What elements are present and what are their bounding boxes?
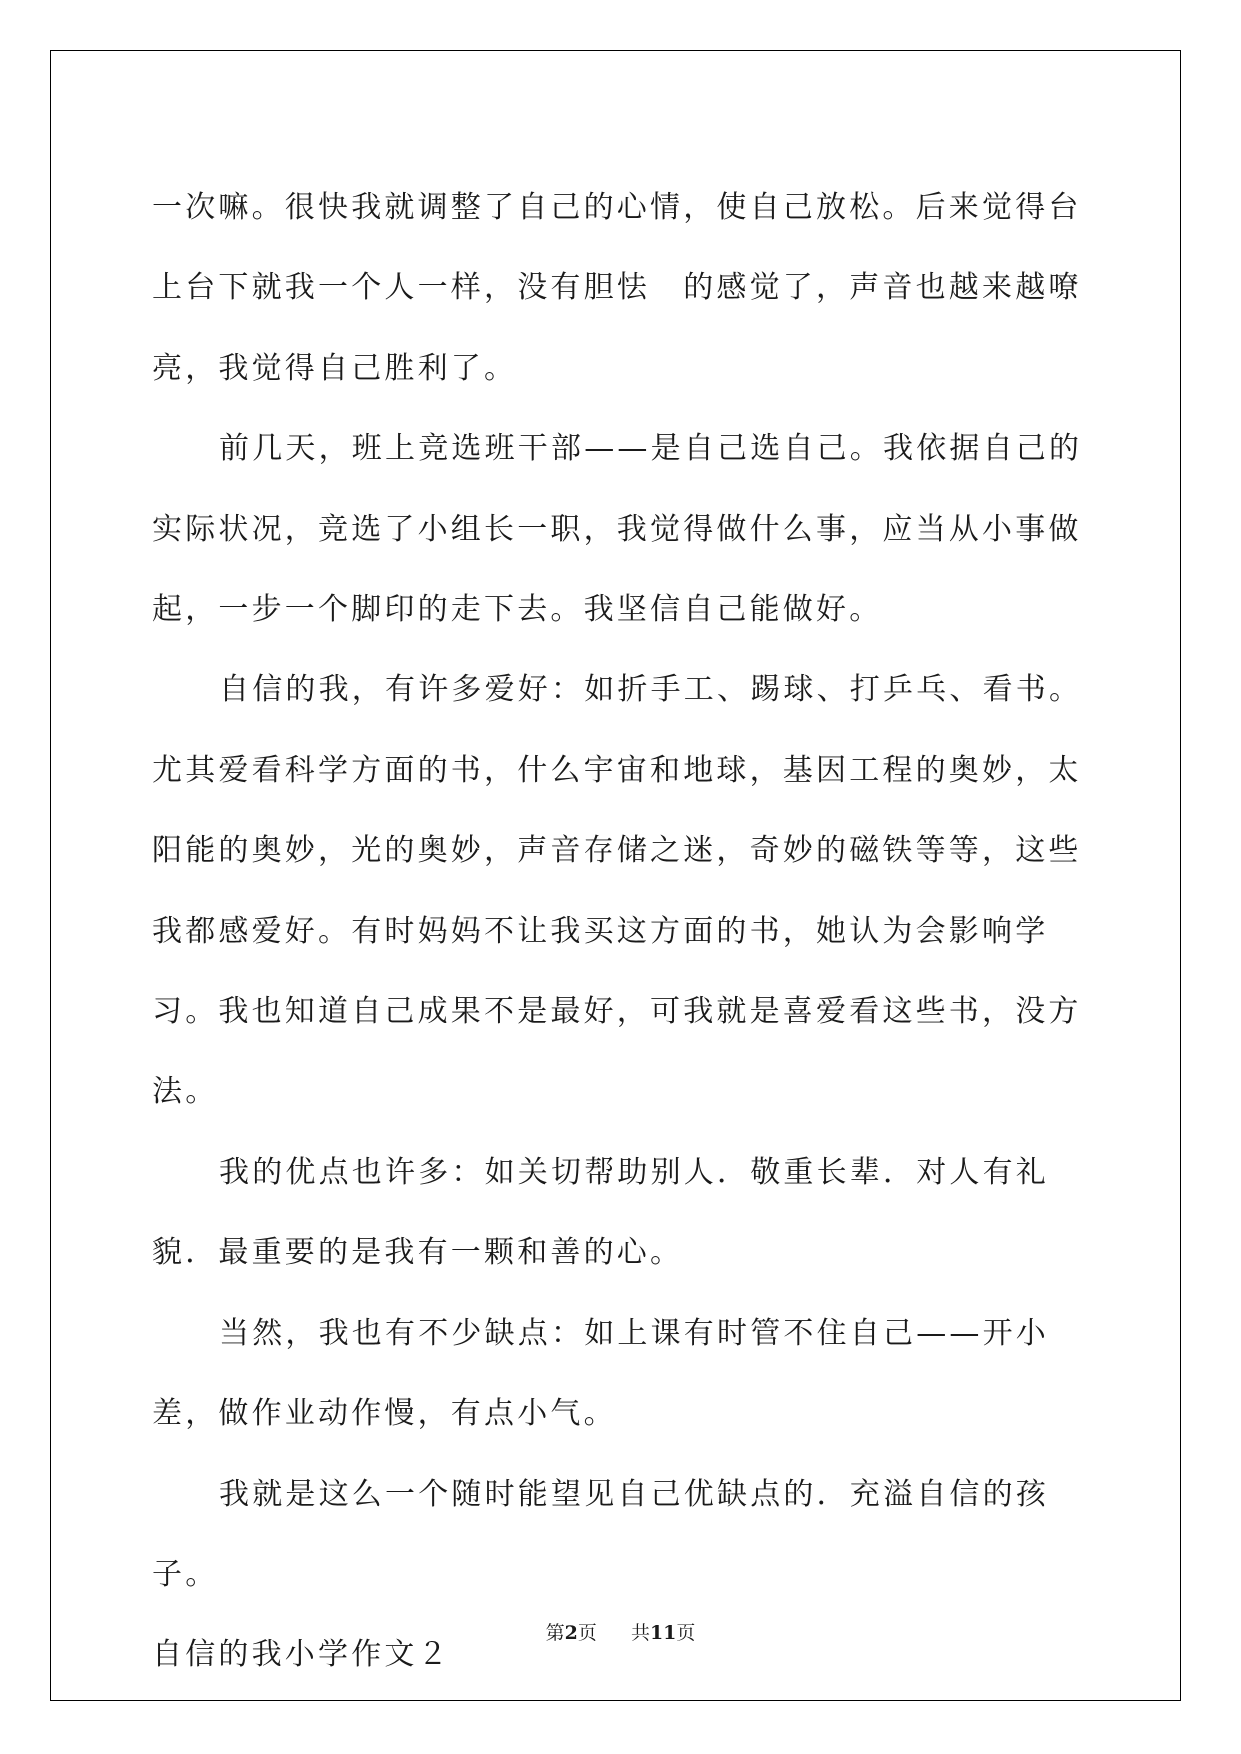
total-page-count: 11: [649, 1622, 677, 1644]
document-body: [152, 168, 1092, 1696]
page-footer: [0, 1621, 1241, 1645]
total-pages-label: 共11页: [630, 1622, 696, 1644]
paragraph: 我就是这么一个随时能望见自己优缺点的．充溢自信的孩子。: [152, 1476, 1049, 1592]
current-page-number: 2: [564, 1622, 578, 1644]
paragraph: 自信的我，有许多爱好：如折手工、踢球、打乒乓、看书。尤其爱看科学方面的书，什么宇宙和地球，基因工程的奥妙，太阳能的奥妙，光的奥妙，声音存储之迷，奇妙的磁铁等等，这些我都感爱好。有时妈妈不让我买这方面的书，她认为会影响学习。我也知道自己成果不是最好，可我就是喜爱看这些书，没方法。: [152, 672, 1083, 1110]
page-number-label: 第2页: [545, 1622, 597, 1644]
section-heading: 自信的我小学作文２: [152, 1637, 451, 1673]
paragraph-continued: 一次嘛。很快我就调整了自己的心情，使自己放松。后来觉得台上台下就我一个人一样，没有胆怯 的感觉了，声音也越来越嘹亮，我觉得自己胜利了。: [152, 190, 1082, 386]
paragraph: 当然，我也有不少缺点：如上课有时管不住自己——开小差，做作业动作慢，有点小气。: [152, 1315, 1049, 1432]
paragraph: 我的优点也许多：如关切帮助别人．敬重长辈．对人有礼貌．最重要的是我有一颗和善的心。: [152, 1154, 1049, 1271]
paragraph: 前几天，班上竞选班干部——是自己选自己。我依据自己的实际状况，竞选了小组长一职，我觉得做什么事，应当从小事做起，一步一个脚印的走下去。我坚信自己能做好。: [152, 431, 1083, 628]
